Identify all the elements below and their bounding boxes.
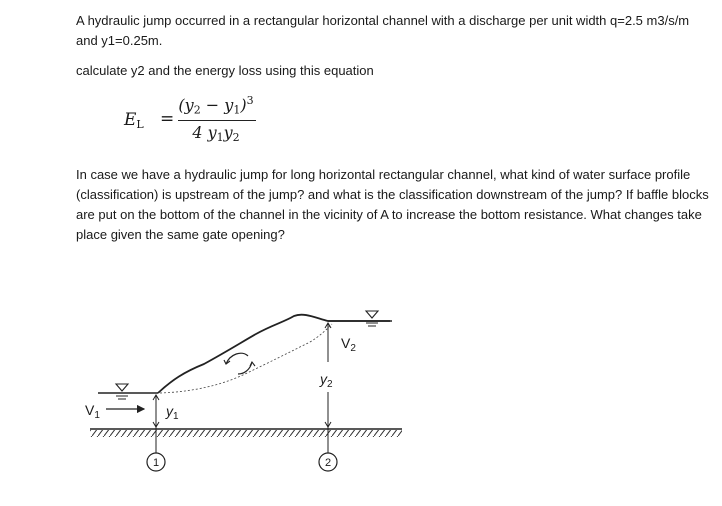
- energy-loss-formula: [118, 94, 288, 156]
- v1-label: $V_1$: [85, 402, 100, 421]
- upstream-water-level-icon: [116, 384, 128, 391]
- swirl-arrowhead-2: [250, 362, 255, 366]
- y2-label: $y_2$: [320, 371, 333, 390]
- bed-hatching: [90, 430, 402, 437]
- downstream-water-level-icon: [366, 311, 378, 318]
- section-2-label: 2: [324, 457, 332, 469]
- formula-denominator: 4 $y_1y_2$: [192, 123, 240, 144]
- roller-swirl-icon: [226, 353, 252, 374]
- formula-lhs: $E_L$: [124, 110, 144, 131]
- jump-roller-lower-boundary: [160, 324, 332, 393]
- y1-label: $y_1$: [166, 403, 179, 422]
- v2-label: $V_2$: [341, 335, 356, 354]
- section-1-label: 1: [152, 457, 160, 469]
- fraction-bar: [178, 120, 256, 121]
- formula-numerator: $(y_2 - y_1)^3$: [178, 94, 254, 117]
- hydraulic-jump-diagram: [80, 300, 420, 485]
- formula-equals: =: [160, 109, 175, 129]
- problem-statement: A hydraulic jump occurred in a rectangular horizontal channel with a discharge per unit width q=2.5 m3/s/m and y1=0.25m.: [76, 13, 690, 48]
- instruction-text: calculate y2 and the energy loss using this equation: [76, 63, 374, 78]
- question-paragraph: In case we have a hydraulic jump for long horizontal rectangular channel, what kind of water surface profile (classification) is upstream of the jump? and what is the classification downstream of the jump? If baffle blocks are put on the bottom of the channel in the vicinity of A to increase the bottom resistance. What changes take place given the same gate opening?: [76, 167, 709, 242]
